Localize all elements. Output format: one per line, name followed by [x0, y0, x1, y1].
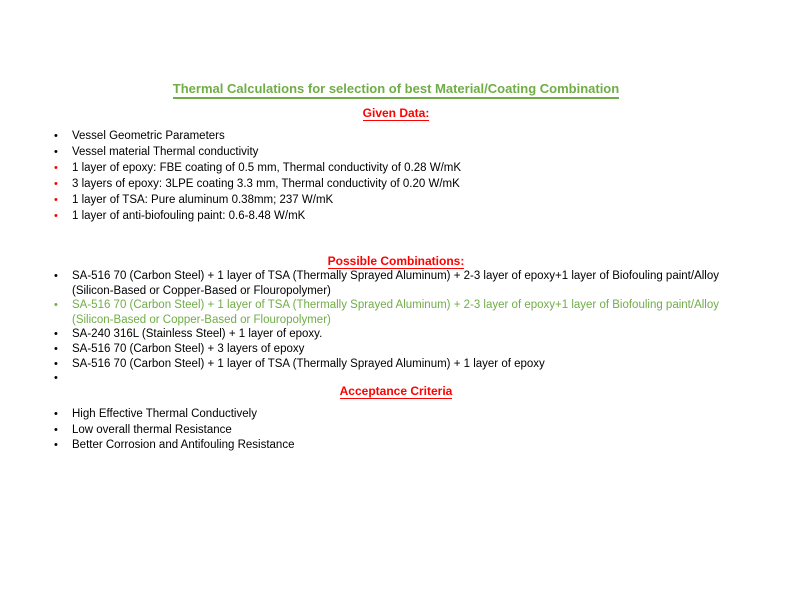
- given-data-heading-text: Given Data:: [362, 106, 430, 120]
- list-item-highlighted: [0, 298, 752, 327]
- list-item: [0, 327, 752, 342]
- list-item-text: SA-516 70 (Carbon Steel) + 1 layer of TSA (Thermally Sprayed Aluminum) + 1 layer of epoxy: [72, 357, 545, 370]
- bullet-icon: •: [54, 146, 58, 158]
- list-item-text: Better Corrosion and Antifouling Resistance: [72, 439, 295, 452]
- list-item-text: 1 layer of anti-biofouling paint: 0.6-8.48 W/mK: [72, 210, 306, 222]
- list-item-text: Vessel material Thermal conductivity: [72, 146, 259, 158]
- acceptance-criteria-heading-text: Acceptance Criteria: [339, 384, 453, 398]
- acceptance-criteria-heading: [0, 384, 792, 398]
- bullet-icon: •: [54, 270, 58, 282]
- list-item: [0, 269, 752, 298]
- list-item-text: 3 layers of epoxy: 3LPE coating 3.3 mm, Thermal conductivity of 0.20 W/mK: [72, 178, 460, 190]
- bullet-icon: •: [54, 439, 58, 452]
- list-item-text: Low overall thermal Resistance: [72, 423, 232, 436]
- list-item-text: High Effective Thermal Conductively: [72, 408, 257, 420]
- list-item-text: 1 layer of epoxy: FBE coating of 0.5 mm, Thermal conductivity of 0.28 W/mK: [72, 162, 462, 174]
- bullet-icon: •: [54, 423, 58, 436]
- list-item: [0, 357, 752, 372]
- given-data-heading: [0, 106, 792, 120]
- bullet-icon: •: [54, 408, 58, 420]
- list-item: [0, 208, 752, 224]
- bullet-icon: •: [54, 130, 58, 142]
- bullet-icon: •: [54, 372, 58, 385]
- possible-combinations-heading: [0, 254, 792, 268]
- list-item: [0, 160, 752, 176]
- bullet-icon: •: [54, 178, 58, 190]
- possible-combinations-list: [0, 269, 752, 386]
- given-data-list: [0, 128, 752, 224]
- list-item: [0, 192, 752, 208]
- bullet-icon: •: [54, 162, 58, 174]
- bullet-icon: •: [54, 328, 58, 341]
- list-item-text: SA-516 70 (Carbon Steel) + 1 layer of TSA (Thermally Sprayed Aluminum) + 2-3 layer of epoxy+1 layer of Biofouling paint/Alloy (Silicon-Based or Copper-Based or Flouropolymer): [72, 270, 719, 297]
- list-item-text: 1 layer of TSA: Pure aluminum 0.38mm; 237 W/mK: [72, 194, 334, 206]
- acceptance-criteria-list: [0, 407, 752, 454]
- list-item: [0, 407, 752, 423]
- list-item-text: Vessel Geometric Parameters: [72, 130, 225, 142]
- list-item: [0, 438, 752, 454]
- bullet-icon: •: [54, 210, 58, 222]
- list-item-text: SA-516 70 (Carbon Steel) + 3 layers of epoxy: [72, 342, 305, 355]
- list-item-text: SA-516 70 (Carbon Steel) + 1 layer of TSA (Thermally Sprayed Aluminum) + 2-3 layer of epoxy+1 layer of Biofouling paint/Alloy (Silicon-Based or Copper-Based or Flouropolymer): [72, 299, 719, 326]
- bullet-icon: •: [54, 194, 58, 206]
- list-item: [0, 423, 752, 439]
- list-item: [0, 342, 752, 357]
- bullet-icon: •: [54, 342, 58, 355]
- bullet-icon: •: [54, 357, 58, 370]
- list-item: [0, 144, 752, 160]
- list-item: [0, 128, 752, 144]
- document-title: [0, 81, 792, 96]
- list-item: [0, 176, 752, 192]
- list-item-text: SA-240 316L (Stainless Steel) + 1 layer of epoxy.: [72, 328, 323, 341]
- bullet-icon: •: [54, 299, 58, 312]
- possible-combinations-heading-text: Possible Combinations:: [327, 254, 465, 268]
- document-title-text: Thermal Calculations for selection of best Material/Coating Combination: [173, 81, 619, 99]
